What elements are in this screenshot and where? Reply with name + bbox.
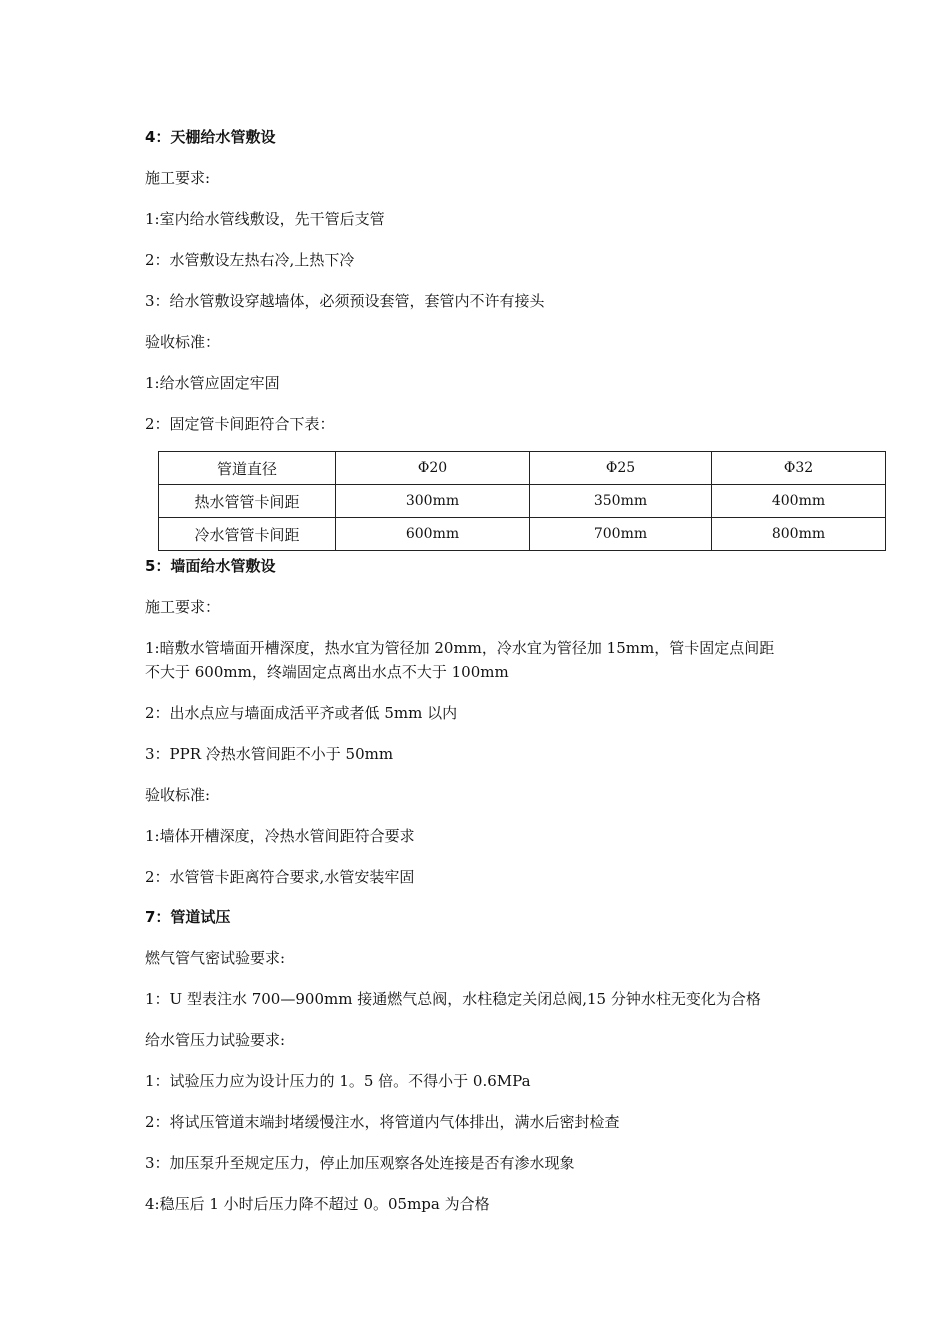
section-5-requirement-item-continued: 不大于 600mm，终端固定点离出水点不大于 100mm [145,663,509,681]
section-4-requirements-label: 施工要求: [145,169,211,187]
section-5-requirement-item: 1:暗敷水管墙面开槽深度，热水宜为管径加 20mm，冷水宜为管径加 15mm，管卡固定点间距 [145,639,775,657]
section-5-requirement-item: 2：出水点应与墙面成活平齐或者低 5mm 以内 [145,704,458,722]
section-5-acceptance-label: 验收标准: [145,786,211,804]
water-pressure-test-item: 4:稳压后 1 小时后压力降不超过 0。05mpa 为合格 [145,1195,490,1213]
gas-test-label: 燃气管气密试验要求: [145,949,286,967]
table-cell: 400mm [712,485,886,518]
section-5-acceptance-item: 1:墙体开槽深度，冷热水管间距符合要求 [145,827,415,845]
table-cell: 800mm [712,518,886,551]
table-header-row [159,452,886,485]
section-4-requirement-item: 3：给水管敷设穿越墙体，必须预设套管，套管内不许有接头 [145,292,545,310]
table-header-cell: Φ20 [336,452,530,485]
section-5-title: 5：墙面给水管敷设 [145,557,276,575]
water-pressure-test-item: 1：试验压力应为设计压力的 1。5 倍。不得小于 0.6MPa [145,1072,531,1090]
section-4-acceptance-item: 2：固定管卡间距符合下表： [145,415,335,433]
section-4-requirement-item: 2：水管敷设左热右冷,上热下冷 [145,251,355,269]
table-cell: 300mm [336,485,530,518]
table-cell: 热水管管卡间距 [159,485,336,518]
table-row [159,485,886,518]
section-5-acceptance-item: 2：水管管卡距离符合要求,水管安装牢固 [145,868,415,886]
section-4-title: 4：天棚给水管敷设 [145,128,276,146]
table-header-cell: Φ32 [712,452,886,485]
gas-test-item: 1：U 型表注水 700—900mm 接通燃气总阀，水柱稳定关闭总阀,15 分钟水柱无变化为合格 [145,990,761,1008]
water-pressure-test-item: 2：将试压管道末端封堵缓慢注水，将管道内气体排出，满水后密封检查 [145,1113,620,1131]
section-4-requirement-item: 1:室内给水管线敷设，先干管后支管 [145,210,385,228]
table-cell: 冷水管管卡间距 [159,518,336,551]
pipe-clamp-spacing-table [158,451,886,551]
section-4-acceptance-item: 1:给水管应固定牢固 [145,374,280,392]
section-4-acceptance-label: 验收标准： [145,333,221,351]
table-row [159,518,886,551]
section-5-requirement-item: 3：PPR 冷热水管间距不小于 50mm [145,745,394,763]
table-cell: 600mm [336,518,530,551]
water-pressure-test-label: 给水管压力试验要求: [145,1031,286,1049]
water-pressure-test-item: 3：加压泵升至规定压力，停止加压观察各处连接是否有渗水现象 [145,1154,575,1172]
section-7-title: 7：管道试压 [145,908,231,926]
table-header-cell: 管道直径 [159,452,336,485]
table-cell: 350mm [530,485,712,518]
section-5-requirements-label: 施工要求： [145,598,221,616]
table-cell: 700mm [530,518,712,551]
table-header-cell: Φ25 [530,452,712,485]
